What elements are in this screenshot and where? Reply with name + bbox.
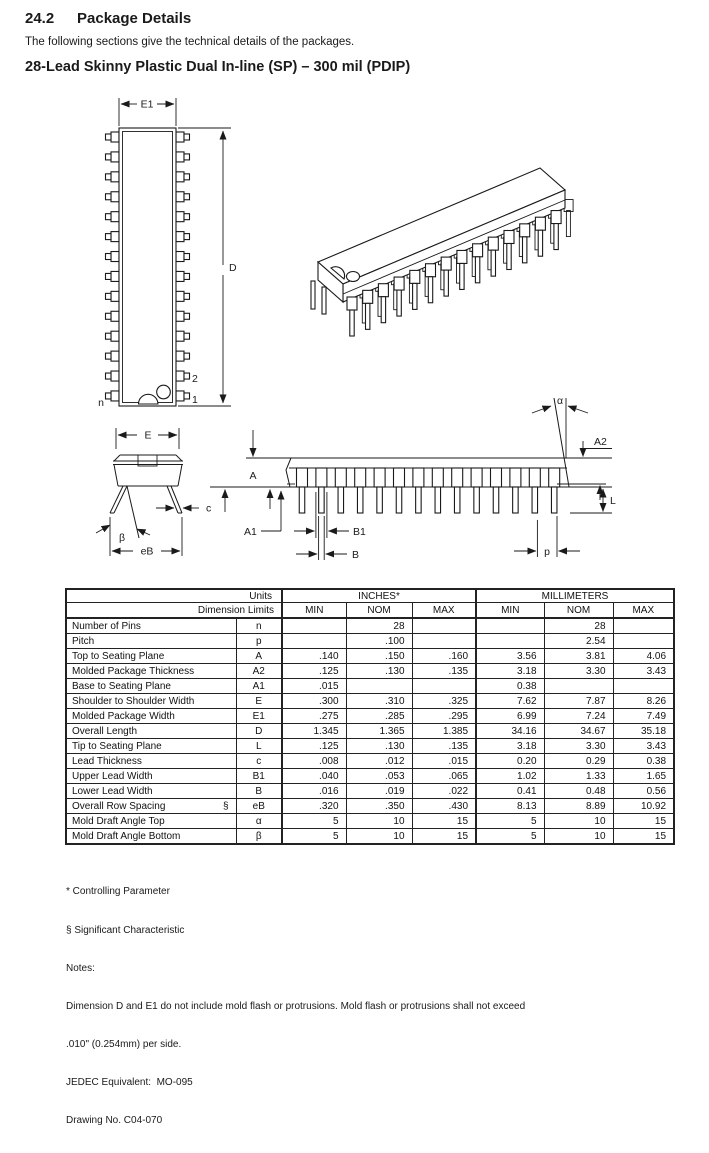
dimension-value-cell: .130 bbox=[346, 664, 412, 679]
dimension-value-cell: 8.89 bbox=[544, 799, 613, 814]
dimension-value-cell: .053 bbox=[346, 769, 412, 784]
section-title: Package Details bbox=[77, 10, 192, 27]
dimension-value-cell: 15 bbox=[412, 814, 476, 829]
table-row bbox=[66, 634, 674, 649]
table-row bbox=[66, 679, 674, 694]
dimension-value-cell: .125 bbox=[282, 739, 346, 754]
dimension-value-cell: .300 bbox=[282, 694, 346, 709]
dimension-value-cell: .310 bbox=[346, 694, 412, 709]
footnote-line: .010" (0.254mm) per side. bbox=[66, 1038, 182, 1050]
side-view-pins bbox=[297, 468, 560, 513]
dim-label-a1: A1 bbox=[244, 526, 257, 538]
dimension-value-cell: .100 bbox=[346, 634, 412, 649]
dimension-symbol-cell: n bbox=[236, 618, 282, 634]
dimension-value-cell bbox=[613, 634, 674, 649]
footnote-line: * Controlling Parameter bbox=[66, 886, 170, 898]
dim-label-beta: β bbox=[118, 532, 126, 544]
dimension-value-cell: .160 bbox=[412, 649, 476, 664]
dimension-value-cell: 2.54 bbox=[544, 634, 613, 649]
footnote-line: Drawing No. C04-070 bbox=[66, 1115, 163, 1127]
side-view-drawing bbox=[210, 395, 616, 561]
table-row bbox=[66, 709, 674, 724]
dim-label-p: p bbox=[544, 546, 550, 558]
dimension-symbol-cell: E bbox=[236, 694, 282, 709]
dimension-value-cell: 34.16 bbox=[476, 724, 544, 739]
dimension-symbol-cell: B bbox=[236, 784, 282, 799]
dimension-value-cell: 3.56 bbox=[476, 649, 544, 664]
dimension-name-cell: Mold Draft Angle Bottom bbox=[66, 829, 236, 845]
dimension-value-cell: 10 bbox=[346, 829, 412, 845]
dimension-value-cell bbox=[412, 618, 476, 634]
dimension-value-cell: .275 bbox=[282, 709, 346, 724]
dimension-name-cell: Pitch bbox=[66, 634, 236, 649]
intro-text: The following sections give the technical details of the packages. bbox=[25, 36, 355, 48]
dimension-value-cell: .150 bbox=[346, 649, 412, 664]
dimension-symbol-cell: L bbox=[236, 739, 282, 754]
dimension-value-cell: 0.48 bbox=[544, 784, 613, 799]
dimension-value-cell: .019 bbox=[346, 784, 412, 799]
dimension-value-cell: .430 bbox=[412, 799, 476, 814]
dim-label-a: A bbox=[249, 470, 257, 482]
dimension-value-cell: 15 bbox=[613, 814, 674, 829]
dimension-value-cell: .012 bbox=[346, 754, 412, 769]
footnote-line: § Significant Characteristic bbox=[66, 924, 185, 936]
table-row bbox=[66, 664, 674, 679]
dimension-name-cell: Molded Package Width bbox=[66, 709, 236, 724]
table-body bbox=[66, 618, 674, 844]
dimension-value-cell: 3.43 bbox=[613, 739, 674, 754]
dimension-value-cell bbox=[613, 618, 674, 634]
dimension-value-cell: 0.29 bbox=[544, 754, 613, 769]
dimension-value-cell: .295 bbox=[412, 709, 476, 724]
dimension-value-cell: 3.18 bbox=[476, 739, 544, 754]
dimension-symbol-cell: eB bbox=[236, 799, 282, 814]
dimension-value-cell bbox=[412, 634, 476, 649]
max-header: MAX bbox=[412, 603, 476, 619]
inches-header: INCHES* bbox=[282, 589, 476, 603]
dim-label-e: E bbox=[144, 429, 152, 442]
dimension-name-cell: Overall Length bbox=[66, 724, 236, 739]
table-row bbox=[66, 799, 674, 814]
dimension-value-cell: 5 bbox=[476, 814, 544, 829]
dimension-value-cell bbox=[476, 634, 544, 649]
dimension-value-cell bbox=[544, 679, 613, 694]
table-header-row-units bbox=[66, 589, 674, 603]
dimension-value-cell: 28 bbox=[544, 618, 613, 634]
dimension-value-cell: .285 bbox=[346, 709, 412, 724]
dimension-value-cell: 10 bbox=[544, 814, 613, 829]
dimension-symbol-cell: p bbox=[236, 634, 282, 649]
dimension-symbol-cell: β bbox=[236, 829, 282, 845]
dimension-value-cell: .016 bbox=[282, 784, 346, 799]
dimension-value-cell: 1.02 bbox=[476, 769, 544, 784]
dimension-value-cell: 5 bbox=[282, 829, 346, 845]
dimension-value-cell: 35.18 bbox=[613, 724, 674, 739]
dimension-name-cell: Mold Draft Angle Top bbox=[66, 814, 236, 829]
dimension-value-cell: .325 bbox=[412, 694, 476, 709]
footnotes bbox=[66, 861, 525, 1153]
dimension-symbol-cell: A2 bbox=[236, 664, 282, 679]
dimension-value-cell: .022 bbox=[412, 784, 476, 799]
dim-label-l: L bbox=[610, 495, 616, 507]
dimension-symbol-cell: α bbox=[236, 814, 282, 829]
dimension-value-cell: 1.33 bbox=[544, 769, 613, 784]
dimension-name-cell: Lead Thickness bbox=[66, 754, 236, 769]
max-header: MAX bbox=[613, 603, 674, 619]
dimension-value-cell bbox=[346, 679, 412, 694]
dimension-value-cell: 3.30 bbox=[544, 664, 613, 679]
dimension-symbol-cell: c bbox=[236, 754, 282, 769]
dimension-value-cell: .135 bbox=[412, 739, 476, 754]
dimension-value-cell bbox=[282, 634, 346, 649]
dimension-value-cell: .140 bbox=[282, 649, 346, 664]
dimension-value-cell: 3.30 bbox=[544, 739, 613, 754]
dimension-value-cell: 4.06 bbox=[613, 649, 674, 664]
dimension-value-cell: 0.41 bbox=[476, 784, 544, 799]
dimension-name-cell: Tip to Seating Plane bbox=[66, 739, 236, 754]
dimension-name-cell: Lower Lead Width bbox=[66, 784, 236, 799]
pin-2-label: 2 bbox=[192, 373, 198, 385]
table-row bbox=[66, 784, 674, 799]
dimension-value-cell: 0.56 bbox=[613, 784, 674, 799]
table-row bbox=[66, 754, 674, 769]
min-header: MIN bbox=[476, 603, 544, 619]
dimension-value-cell: .135 bbox=[412, 664, 476, 679]
dimension-value-cell: 10.92 bbox=[613, 799, 674, 814]
table-row bbox=[66, 694, 674, 709]
dimension-value-cell: .065 bbox=[412, 769, 476, 784]
dimension-value-cell: 7.49 bbox=[613, 709, 674, 724]
dimension-value-cell: .015 bbox=[412, 754, 476, 769]
dimension-value-cell: .008 bbox=[282, 754, 346, 769]
dimension-value-cell bbox=[476, 618, 544, 634]
dim-label-eb: eB bbox=[140, 545, 154, 558]
dimension-value-cell: 8.13 bbox=[476, 799, 544, 814]
dimension-value-cell: .320 bbox=[282, 799, 346, 814]
dimension-value-cell: 7.62 bbox=[476, 694, 544, 709]
dimension-name-cell: Upper Lead Width bbox=[66, 769, 236, 784]
dimension-limits-header: Dimension Limits bbox=[66, 603, 282, 619]
table-row bbox=[66, 739, 674, 754]
dimension-value-cell bbox=[282, 618, 346, 634]
dimension-value-cell: 6.99 bbox=[476, 709, 544, 724]
section-number: 24.2 bbox=[25, 10, 55, 27]
footnote-line: Dimension D and E1 do not include mold flash or protrusions. Mold flash or protrusions shall not exceed bbox=[66, 1000, 526, 1012]
table-row bbox=[66, 814, 674, 829]
dimension-symbol-cell: D bbox=[236, 724, 282, 739]
dimension-value-cell: 0.20 bbox=[476, 754, 544, 769]
dimension-name-cell: Overall Row Spacing § bbox=[66, 799, 236, 814]
dimension-value-cell: 7.24 bbox=[544, 709, 613, 724]
table-row bbox=[66, 769, 674, 784]
dimension-value-cell: 3.18 bbox=[476, 664, 544, 679]
dim-label-b: B bbox=[352, 549, 360, 561]
dimension-table bbox=[65, 588, 675, 845]
dimension-value-cell: 5 bbox=[476, 829, 544, 845]
dimension-value-cell: 5 bbox=[282, 814, 346, 829]
dimension-name-cell: Shoulder to Shoulder Width bbox=[66, 694, 236, 709]
dimension-name-cell: Base to Seating Plane bbox=[66, 679, 236, 694]
pin-1-label: 1 bbox=[192, 394, 198, 406]
package-heading: 28-Lead Skinny Plastic Dual In-line (SP) – 300 mil (PDIP) bbox=[25, 59, 411, 75]
dim-label-e1: E1 bbox=[140, 98, 154, 111]
dimension-value-cell: 1.385 bbox=[412, 724, 476, 739]
dimension-value-cell bbox=[613, 679, 674, 694]
dim-label-alpha: α bbox=[556, 395, 564, 407]
dimension-value-cell: 0.38 bbox=[476, 679, 544, 694]
nom-header: NOM bbox=[544, 603, 613, 619]
end-view-drawing bbox=[96, 428, 211, 558]
dimension-value-cell bbox=[412, 679, 476, 694]
dimension-value-cell: 8.26 bbox=[613, 694, 674, 709]
dimension-symbol-cell: A1 bbox=[236, 679, 282, 694]
dimension-value-cell: .040 bbox=[282, 769, 346, 784]
dimension-name-cell: Molded Package Thickness bbox=[66, 664, 236, 679]
table-row bbox=[66, 829, 674, 845]
dimension-value-cell: 7.87 bbox=[544, 694, 613, 709]
table-header-row-limits bbox=[66, 603, 674, 619]
dimension-symbol-cell: E1 bbox=[236, 709, 282, 724]
dimension-value-cell: 28 bbox=[346, 618, 412, 634]
isometric-view-drawing bbox=[311, 168, 573, 336]
dimension-value-cell: 3.43 bbox=[613, 664, 674, 679]
dim-label-c: c bbox=[206, 502, 212, 515]
dim-label-d: D bbox=[229, 262, 237, 274]
dimension-value-cell: 0.38 bbox=[613, 754, 674, 769]
dimension-value-cell: .015 bbox=[282, 679, 346, 694]
nom-header: NOM bbox=[346, 603, 412, 619]
dimension-value-cell: 34.67 bbox=[544, 724, 613, 739]
dimension-value-cell: .125 bbox=[282, 664, 346, 679]
dimension-symbol-cell: B1 bbox=[236, 769, 282, 784]
min-header: MIN bbox=[282, 603, 346, 619]
dimension-value-cell: 1.345 bbox=[282, 724, 346, 739]
units-header: Units bbox=[66, 589, 282, 603]
dimension-symbol-cell: A bbox=[236, 649, 282, 664]
pin-n-label: n bbox=[98, 397, 104, 409]
dimension-value-cell: 1.65 bbox=[613, 769, 674, 784]
table-row bbox=[66, 724, 674, 739]
dim-label-a2: A2 bbox=[594, 436, 607, 448]
table-row bbox=[66, 618, 674, 634]
dimension-value-cell: 15 bbox=[613, 829, 674, 845]
top-view-drawing bbox=[98, 98, 237, 409]
dim-label-b1: B1 bbox=[353, 526, 366, 538]
dimension-name-cell: Number of Pins bbox=[66, 618, 236, 634]
dimension-name-cell: Top to Seating Plane bbox=[66, 649, 236, 664]
footnote-line: Notes: bbox=[66, 962, 95, 974]
dimension-value-cell: .130 bbox=[346, 739, 412, 754]
table-row bbox=[66, 649, 674, 664]
millimeters-header: MILLIMETERS bbox=[476, 589, 674, 603]
dimension-value-cell: 3.81 bbox=[544, 649, 613, 664]
dimension-value-cell: 10 bbox=[346, 814, 412, 829]
dimension-value-cell: 10 bbox=[544, 829, 613, 845]
footnote-line: JEDEC Equivalent: MO-095 bbox=[66, 1076, 193, 1088]
dimension-value-cell: 15 bbox=[412, 829, 476, 845]
dimension-value-cell: 1.365 bbox=[346, 724, 412, 739]
dimension-value-cell: .350 bbox=[346, 799, 412, 814]
